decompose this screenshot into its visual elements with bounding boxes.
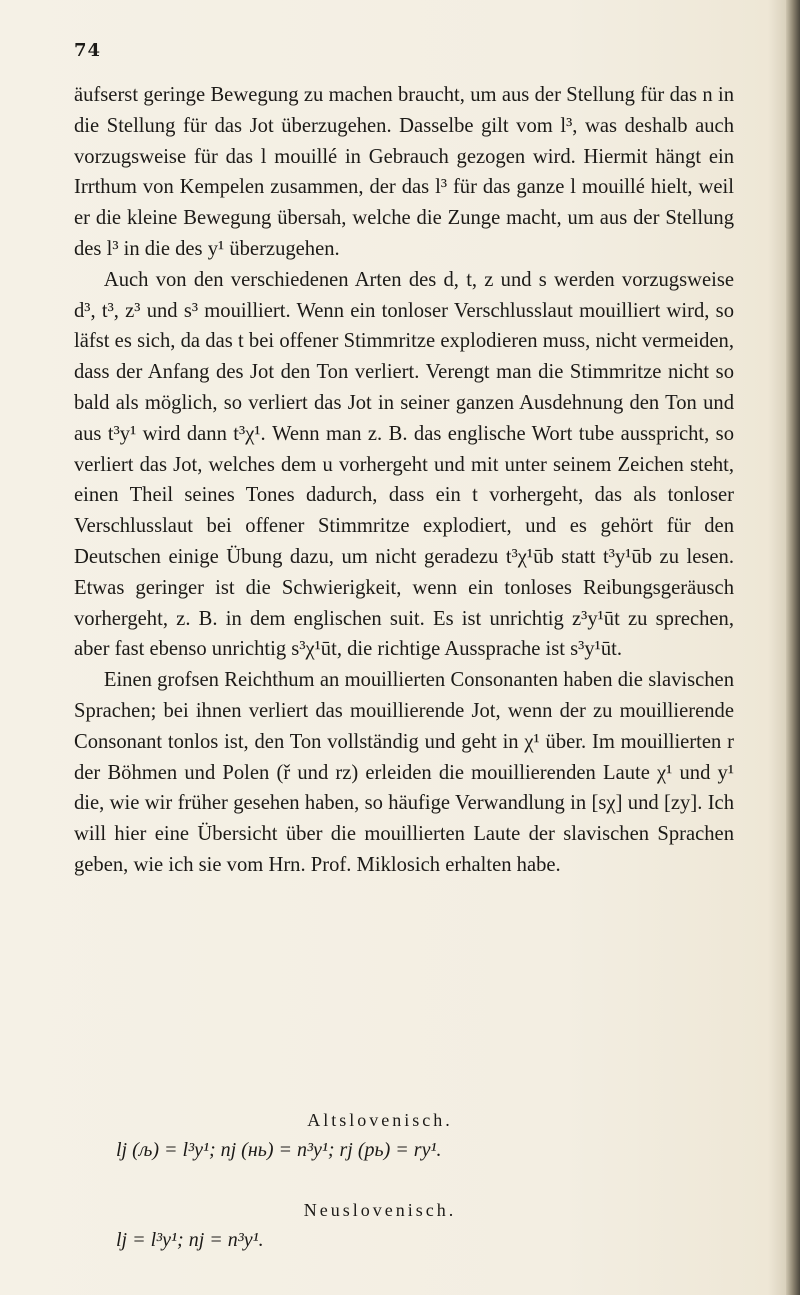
section-line: lj (љ) = l³y¹; nj (нь) = n³y¹; rj (рь) = ry¹.	[116, 1139, 442, 1161]
page-edge-shadow	[786, 0, 800, 1295]
paragraph-2: Auch von den verschiedenen Arten des d, t, z und s werden vorzugsweise d³, t³, z³ und s³ mouilliert. Wenn ein tonloser Verschlusslaut mouilliert wird, so läfst es sich, da das t bei offener Stimmritze explodieren muss, nicht vermeiden, dass der Anfang des Jot den Ton verliert. Verengt man die Stimmritze nicht so bald als möglich, so verliert das Jot in seiner ganzen Ausdehnung den Ton und aus t³y¹ wird dann t³χ¹. Wenn man z. B. das englische Wort tube ausspricht, so verliert das Jot, welches dem u vorhergeht und mit unter seinem Zeichen steht, einen Theil seines Tones dadurch, dass ein t vorhergeht, das als tonloser Verschlusslaut bei offener Stimmritze explodiert, und es gehört für den Deutschen einige Übung dazu, um nicht geradezu t³χ¹ūb statt t³y¹ūb zu lesen. Etwas geringer ist die Schwierigkeit, wenn ein tonloses Reibungsgeräusch vorhergeht, z. B. in dem englischen suit. Es ist unrichtig z³y¹ūt zu sprechen, aber fast ebenso unrichtig s³χ¹ūt, die richtige Aussprache ist s³y¹ūt.	[74, 268, 734, 661]
body-text	[74, 80, 734, 881]
section-heading: Altslovenisch.	[307, 1110, 453, 1130]
section-neuslovenisch	[0, 1200, 800, 1252]
section-line: lj = l³y¹; nj = n³y¹.	[116, 1229, 264, 1251]
page-number: 74	[74, 40, 102, 61]
section-heading: Neuslovenisch.	[303, 1200, 457, 1220]
section-altslovenisch	[0, 1110, 800, 1162]
paragraph-1: äufserst geringe Bewegung zu machen braucht, um aus der Stellung für das n in die Stellung für das Jot überzugehen. Dasselbe gilt vom l³, was deshalb auch vorzugsweise für das l mouillé in Gebrauch gezogen wird. Hiermit hängt ein Irrthum von Kempelen zusammen, der das l³ für das ganze l mouillé hielt, weil er die kleine Bewegung übersah, welche die Zunge macht, um aus der Stellung des l³ in die des y¹ überzugehen.	[74, 84, 734, 260]
paragraph-3: Einen grofsen Reichthum an mouillierten Consonanten haben die slavischen Sprachen; bei ihnen verliert das mouillierende Jot, wenn der zu mouillierende Consonant tonlos ist, den Ton vollständig und geht in χ¹ über. Im mouillierten r der Böhmen und Polen (ř und rz) erleiden die mouillierenden Laute χ¹ und y¹ die, wie wir früher gesehen haben, so häufige Verwandlung in [sχ] und [zy]. Ich will hier eine Übersicht über die mouillierten Laute der slavischen Sprachen geben, wie ich sie vom Hrn. Prof. Miklosich erhalten habe.	[74, 669, 734, 876]
